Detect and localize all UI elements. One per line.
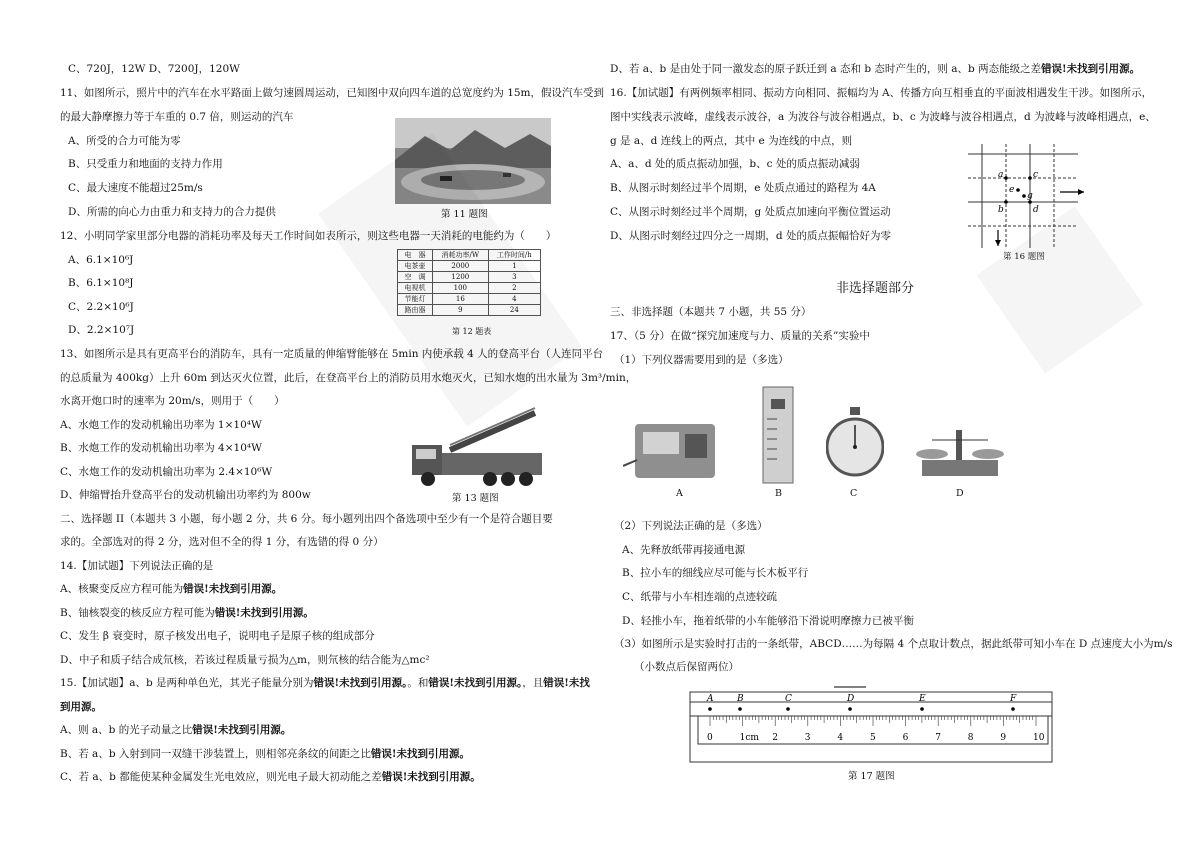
tape-point-label: C bbox=[785, 694, 792, 704]
q11-option-d: D、所需的向心力由重力和支持力的合力提供 bbox=[68, 206, 276, 218]
q15-option-a bbox=[60, 723, 291, 737]
q14-option-d: D、中子和质子结合成氘核，若该过程质量亏损为△m，则氘核的结合能为△mc² bbox=[60, 654, 430, 666]
q11-option-a: A、所受的合力可能为零 bbox=[68, 135, 181, 147]
point-label-a: a bbox=[998, 170, 1004, 180]
reference-error-text: 错误!未找到引用源。 bbox=[428, 677, 523, 689]
q14-option-b-text: B、铀核裂变的核反应方程可能为 bbox=[60, 607, 215, 619]
table-header-cell: 消耗功率/W bbox=[432, 250, 488, 261]
reference-error-text: 错误!未找到引用源。 bbox=[313, 677, 408, 689]
instrument-label-d: D bbox=[956, 488, 964, 499]
q15-option-c bbox=[60, 770, 481, 784]
instrument-label-a: A bbox=[676, 488, 683, 499]
q11-caption: 第 11 题图 bbox=[441, 209, 488, 220]
q14-option-a-text: A、核聚变反应方程可能为 bbox=[60, 583, 184, 595]
table-cell: 1 bbox=[488, 261, 540, 272]
tape-dot bbox=[848, 707, 852, 711]
q11-option-c: C、最大速度不能超过25m/s bbox=[68, 182, 203, 194]
ruler-tick-label: 4 bbox=[837, 733, 844, 743]
q14-stem: 14.【加试题】下列说法正确的是 bbox=[60, 560, 214, 572]
q13-stem-3: 水离开炮口时的速率为 20m/s，则用于（ ） bbox=[60, 395, 285, 407]
ruler-tick-label: 8 bbox=[967, 733, 974, 743]
q10-options-cd: C、720J，12W D、7200J，120W bbox=[68, 63, 240, 75]
q14-option-a bbox=[60, 582, 282, 596]
tape-dot bbox=[738, 707, 742, 711]
q13-option-d: D、伸缩臂抬升登高平台的发动机输出功率约为 800w bbox=[60, 489, 311, 501]
table-cell: 24 bbox=[488, 305, 540, 316]
q16-option-a: A、a、d 处的质点振动加强，b、c 处的质点振动减弱 bbox=[610, 158, 860, 170]
q17-part-1: （1）下列仪器需要用到的是（多选） bbox=[614, 354, 789, 366]
ruler-tick-label: 10 bbox=[1033, 733, 1045, 743]
tape-dot bbox=[920, 707, 924, 711]
q13-option-b: B、水炮工作的发动机输出功率为 4×10⁴W bbox=[60, 442, 262, 454]
q15-option-d-text: D、若 a、b 是由处于同一激发态的原子跃迁到 a 态和 b 态时产生的，则 a、b 两态能级之差 bbox=[610, 63, 1042, 75]
q11-stem-2: 的最大静摩擦力等于车重的 0.7 倍，则运动的汽车 bbox=[60, 111, 294, 123]
q15-stem-1 bbox=[60, 676, 590, 690]
q16-stem-3: g 是 a、d 连线上的两点，其中 e 为连线的中点，则 bbox=[610, 135, 853, 147]
table-header-cell: 工作时间/h bbox=[488, 250, 540, 261]
q15-stem-part: 15.【加试题】a、b 是两种单色光，其光子能量分别为 bbox=[60, 677, 314, 689]
instrument-label-b: B bbox=[775, 488, 782, 499]
tape-point-label: E bbox=[919, 694, 926, 704]
q16-caption: 第 16 题图 bbox=[1003, 252, 1045, 262]
q15-option-b bbox=[60, 747, 470, 761]
q17-caption: 第 17 题图 bbox=[848, 771, 895, 782]
table-cell: 节能灯 bbox=[398, 294, 433, 305]
ruler-tick-label: 1cm bbox=[739, 733, 759, 743]
reference-error-text: 错误!未找到引用源。 bbox=[192, 724, 292, 736]
table-cell: 路由器 bbox=[398, 305, 433, 316]
ruler-tick-label: 6 bbox=[902, 733, 909, 743]
table-cell: 4 bbox=[488, 294, 540, 305]
q17-option-a: A、先释放纸带再接通电源 bbox=[622, 544, 746, 556]
point-label-g: g bbox=[1027, 191, 1033, 201]
part-title: 非选择题部分 bbox=[836, 281, 915, 296]
section-3-header: 三、非选择题（本题共 7 小题，共 55 分） bbox=[610, 306, 812, 318]
tape-dot bbox=[708, 707, 712, 711]
reference-error-text: 错误!未找到引用源。 bbox=[214, 607, 314, 619]
q16-option-d: D、从图示时刻经过四分之一周期，d 处的质点振幅恰好为零 bbox=[610, 230, 891, 242]
q16-stem-2: 图中实线表示波峰，虚线表示波谷，a 为波谷与波谷相遇点，b、c 为波峰与波谷相遇点，d 为波峰与波峰相遇点，e、 bbox=[610, 111, 1156, 123]
q15-stem-2: 到用源。 bbox=[60, 701, 102, 713]
table-cell: 2 bbox=[488, 283, 540, 294]
q13-fire-truck-image bbox=[410, 405, 550, 490]
ruler-tick-label: 0 bbox=[707, 733, 713, 743]
q12-caption: 第 12 题表 bbox=[452, 327, 492, 336]
table-header-cell: 电 器 bbox=[398, 250, 433, 261]
point-label-e: e bbox=[1009, 185, 1015, 195]
ruler-tick-label: 7 bbox=[935, 733, 941, 743]
tape-dot bbox=[786, 707, 790, 711]
q17-stem: 17、（5 分）在做“探究加速度与力、质量的关系”实验中 bbox=[610, 330, 870, 342]
q17-tape-ruler-figure bbox=[688, 684, 1058, 766]
reference-error-text: 错误!未找到引用源。 bbox=[370, 748, 470, 760]
q15-option-b-text: B、若 a、b 入射到同一双缝干涉装置上，则相邻亮条纹的间距之比 bbox=[60, 748, 371, 760]
q15-option-c-text: C、若 a、b 都能使某种金属发生光电效应，则光电子最大初动能之差 bbox=[60, 771, 382, 783]
q13-option-c: C、水炮工作的发动机输出功率为 2.4×10⁶W bbox=[60, 466, 273, 478]
q13-option-a: A、水炮工作的发动机输出功率为 1×10⁴W bbox=[60, 419, 262, 431]
table-cell: 空 调 bbox=[398, 272, 433, 283]
q17-part-2: （2）下列说法正确的是（多选） bbox=[614, 520, 768, 532]
q12-stem: 12、小明同学家里部分电器的消耗功率及每天工作时间如表所示，则这些电器一天消耗的电能约为（ ） bbox=[60, 230, 557, 242]
table-cell: 9 bbox=[432, 305, 488, 316]
tape-point-label: B bbox=[737, 694, 744, 704]
q15-option-d bbox=[610, 62, 1140, 76]
q12-option-c: C、2.2×10⁶J bbox=[68, 301, 134, 313]
q12-option-a: A、6.1×10⁶J bbox=[68, 254, 134, 266]
instrument-a-timer-image bbox=[623, 420, 718, 482]
q11-option-b: B、只受重力和地面的支持力作用 bbox=[68, 158, 223, 170]
ruler-tick-label: 3 bbox=[804, 733, 811, 743]
point-label-c: c bbox=[1033, 170, 1039, 180]
q13-stem-2: 的总质量为 400kg）上升 60m 到达灭火位置，此后，在登高平台上的消防员用水炮灭火，已知水炮的出水量为 3m³/min， bbox=[60, 372, 637, 384]
q11-stem-1: 11、如图所示，照片中的汽车在水平路面上做匀速圆周运动，已知图中双向四车道的总宽度约为 15m，假设汽车受到 bbox=[60, 87, 605, 99]
tape-dot bbox=[1011, 707, 1015, 711]
tape-point-label: D bbox=[847, 694, 855, 704]
section-2-header-2: 求的。全部选对的得 2 分，选对但不全的得 1 分，有选错的得 0 分） bbox=[60, 536, 384, 548]
q17-option-b: B、拉小车的细线应尽可能与长木板平行 bbox=[622, 567, 809, 579]
instrument-c-stopwatch-image bbox=[826, 405, 884, 481]
q17-part-3-note: （小数点后保留两位） bbox=[634, 661, 739, 673]
q15-option-a-text: A、则 a、b 的光子动量之比 bbox=[60, 724, 193, 736]
reference-error-text: 错误!未找 bbox=[543, 677, 590, 689]
q16-option-b: B、从图示时刻经过半个周期，e 处质点通过的路程为 4A bbox=[610, 182, 876, 194]
table-cell: 1200 bbox=[432, 272, 488, 283]
point-label-d: d bbox=[1033, 205, 1039, 215]
reference-error-text: 错误!未找到引用源。 bbox=[183, 583, 283, 595]
reference-error-text: 错误!未找到引用源。 bbox=[381, 771, 481, 783]
q15-stem-part: 。和 bbox=[407, 677, 429, 689]
table-cell: 2000 bbox=[432, 261, 488, 272]
tape-point-label: A bbox=[707, 694, 714, 704]
reference-error-text: 错误!未找到引用源。 bbox=[1041, 63, 1141, 75]
q12-option-b: B、6.1×10⁸J bbox=[68, 277, 134, 289]
q17-part-3: （3）如图所示是实验时打击的一条纸带，ABCD……为每隔 4 个点取计数点，据此纸带可知小车在 D 点速度大小为m/s bbox=[614, 638, 1173, 650]
q13-stem-1: 13、如图所示是具有更高平台的消防车，具有一定质量的伸缩臂能够在 5min 内使承载 4 人的登高平台（人连同平台 bbox=[60, 348, 604, 360]
q13-caption: 第 13 题图 bbox=[452, 493, 499, 504]
table-cell: 100 bbox=[432, 283, 488, 294]
q14-option-b bbox=[60, 606, 314, 620]
q17-option-d: D、轻推小车，拖着纸带的小车能够沿下滑说明摩擦力已被平衡 bbox=[622, 615, 914, 627]
q16-stem-1: 16.【加试题】有两例频率相同、振动方向相同、振幅均为 A、传播方向互相垂直的平面波相遇发生干涉。如图所示， bbox=[610, 87, 1153, 99]
ruler-tick-label: 2 bbox=[772, 733, 778, 743]
ruler-tick-label: 5 bbox=[870, 733, 876, 743]
section-2-header-1: 二、选择题 II（本题共 3 小题，每小题 2 分，共 6 分。每小题列出四个备选项中至少有一个是符合题目要 bbox=[60, 513, 553, 525]
instrument-b-scale-image bbox=[757, 385, 799, 485]
q16-option-c: C、从图示时刻经过半个周期，g 处质点加速向平衡位置运动 bbox=[610, 206, 891, 218]
q12-option-d: D、2.2×10⁷J bbox=[68, 324, 135, 336]
q14-option-c: C、发生 β 衰变时，原子核发出电子，说明电子是原子核的组成部分 bbox=[60, 630, 375, 642]
tape-point-label: F bbox=[1010, 694, 1017, 704]
q15-stem-part: ，且 bbox=[522, 677, 544, 689]
instrument-d-balance-image bbox=[912, 420, 1007, 480]
table-cell: 3 bbox=[488, 272, 540, 283]
ruler-tick-label: 9 bbox=[1000, 733, 1007, 743]
point-label-b: b bbox=[998, 205, 1004, 215]
instrument-label-c: C bbox=[850, 488, 858, 499]
q17-option-c: C、纸带与小车相连端的点迹较疏 bbox=[622, 591, 778, 603]
table-cell: 电视机 bbox=[398, 283, 433, 294]
table-cell: 电茶壶 bbox=[398, 261, 433, 272]
table-cell: 16 bbox=[432, 294, 488, 305]
